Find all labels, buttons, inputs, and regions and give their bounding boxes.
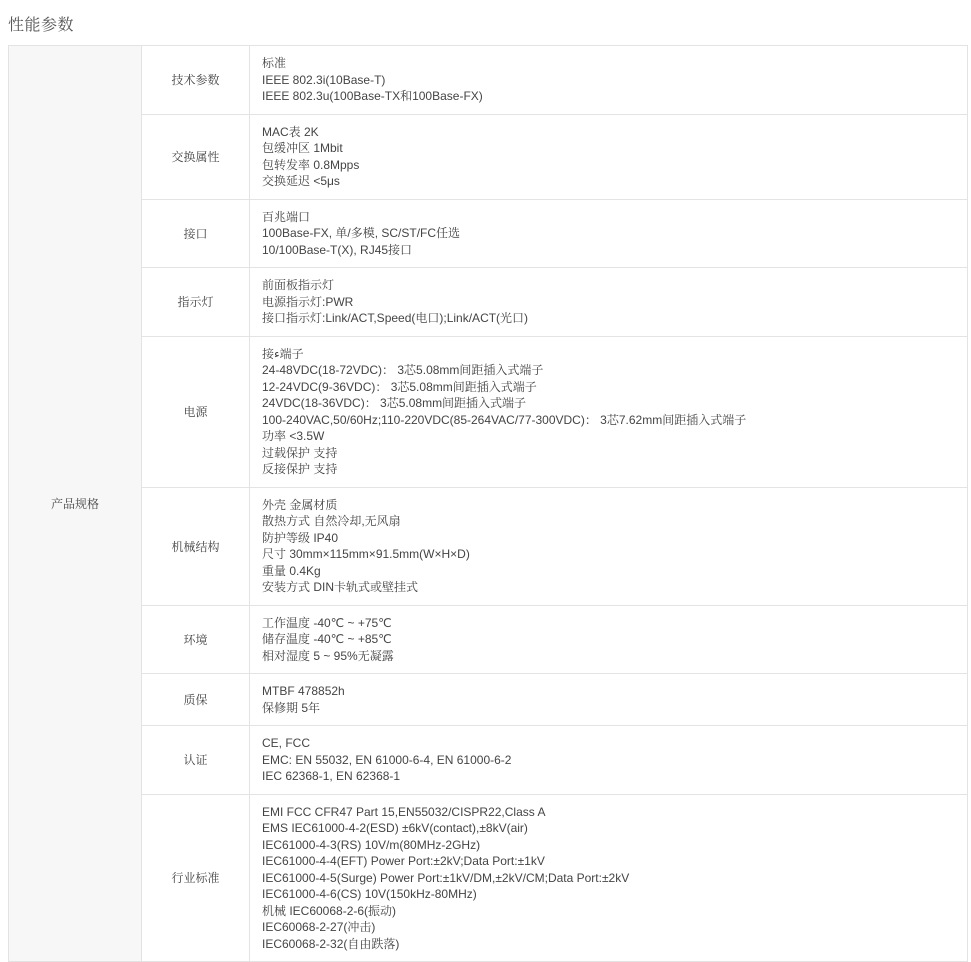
value-line: 接口指示灯:Link/ACT,Speed(电口);Link/ACT(光口) <box>262 311 529 325</box>
value-line: 12-24VDC(9-36VDC)： 3芯5.08mm间距插入式端子 <box>262 379 537 394</box>
subcategory-cell: 认证 <box>142 726 250 795</box>
value-line: 外壳 金属材质 <box>262 497 338 512</box>
value-cell <box>250 674 968 726</box>
table-row <box>9 199 968 268</box>
value-line: 储存温度 -40℃ ~ +85℃ <box>262 632 392 646</box>
table-row <box>9 268 968 337</box>
value-line: 反接保护 支持 <box>262 462 338 476</box>
value-cell <box>250 487 968 605</box>
value-line: MTBF 478852h <box>262 684 345 698</box>
value-line: 100Base-FX, 单/多模, SC/ST/FC任选 <box>262 226 461 240</box>
value-cell <box>250 268 968 337</box>
value-line: 工作温度 -40℃ ~ +75℃ <box>262 615 392 630</box>
subcategory-cell: 环境 <box>142 605 250 674</box>
table-row <box>9 46 968 115</box>
value-line: 过载保护 支持 <box>262 445 338 460</box>
page-title: 性能参数 <box>8 17 75 34</box>
value-cell <box>250 114 968 199</box>
value-line: 功率 <3.5W <box>262 429 325 443</box>
table-row <box>9 605 968 674</box>
value-line: 24VDC(18-36VDC)： 3芯5.08mm间距插入式端子 <box>262 396 527 410</box>
value-line: IEEE 802.3u(100Base-TX和100Base-FX) <box>262 89 483 103</box>
value-line: 电源指示灯:PWR <box>262 294 354 309</box>
specification-table <box>8 45 968 962</box>
value-line: IEEE 802.3i(10Base-T) <box>262 72 386 87</box>
subcategory-cell: 交换属性 <box>142 114 250 199</box>
value-line: EMI FCC CFR47 Part 15,EN55032/CISPR22,Class A <box>262 804 546 819</box>
value-line: 尺寸 30mm×115mm×91.5mm(W×H×D) <box>262 547 470 561</box>
table-row <box>9 726 968 795</box>
subcategory-cell: 技术参数 <box>142 46 250 115</box>
table-row <box>9 114 968 199</box>
value-cell <box>250 336 968 487</box>
value-line: 安装方式 DIN卡轨式或壁挂式 <box>262 580 419 594</box>
table-row <box>9 336 968 487</box>
value-cell <box>250 199 968 268</box>
value-cell <box>250 46 968 115</box>
value-line: CE, FCC <box>262 736 310 750</box>
value-cell <box>250 605 968 674</box>
table-row <box>9 794 968 962</box>
subcategory-cell: 质保 <box>142 674 250 726</box>
value-line: IEC61000-4-4(EFT) Power Port:±2kV;Data Port:±1kV <box>262 854 545 868</box>
value-line: 前面板指示灯 <box>262 278 335 292</box>
value-line: 百兆端口 <box>262 209 311 224</box>
table-body <box>9 46 968 962</box>
value-line: 散热方式 自然冷却,无风扇 <box>262 514 401 528</box>
subcategory-cell: 接口 <box>142 199 250 268</box>
value-line: 标准 <box>262 56 287 70</box>
value-line: EMC: EN 55032, EN 61000-6-4, EN 61000-6-2 <box>262 752 512 767</box>
value-cell <box>250 794 968 962</box>
value-line: EMS IEC61000-4-2(ESD) ±6kV(contact),±8kV(air) <box>262 821 528 835</box>
value-line: 10/100Base-T(X), RJ45接口 <box>262 242 413 257</box>
value-line: 包缓冲区 1Mbit <box>262 141 343 155</box>
subcategory-cell: 指示灯 <box>142 268 250 337</box>
value-line: 保修期 5年 <box>262 700 321 715</box>
value-line: 交换延迟 <5μs <box>262 174 340 188</box>
value-line: 相对湿度 5 ~ 95%无凝露 <box>262 648 394 663</box>
value-line: 机械 IEC60068-2-6(振动) <box>262 903 397 918</box>
table-row <box>9 487 968 605</box>
value-line: 100-240VAC,50/60Hz;110-220VDC(85-264VAC/77-300VDC)： 3芯7.62mm间距插入式端子 <box>262 412 747 427</box>
value-line: 包转发率 0.8Mpps <box>262 157 360 172</box>
subcategory-cell: 机械结构 <box>142 487 250 605</box>
value-line: 重量 0.4Kg <box>262 563 321 578</box>
value-line: IEC61000-4-3(RS) 10V/m(80MHz-2GHz) <box>262 837 481 852</box>
value-line: 24-48VDC(18-72VDC)： 3芯5.08mm间距插入式端子 <box>262 363 544 377</box>
subcategory-cell: 电源 <box>142 336 250 487</box>
value-line: IEC61000-4-5(Surge) Power Port:±1kV/DM,±2kV/CM;Data Port:±2kV <box>262 870 630 885</box>
value-line: IEC60068-2-32(自由跌落) <box>262 936 400 951</box>
value-cell <box>250 726 968 795</box>
table-row <box>9 674 968 726</box>
value-line: IEC 62368-1, EN 62368-1 <box>262 769 401 783</box>
subcategory-cell: 行业标准 <box>142 794 250 962</box>
value-line: 接ء端子 <box>262 346 304 361</box>
category-cell: 产品规格 <box>9 46 142 962</box>
value-line: IEC60068-2-27(冲击) <box>262 920 376 934</box>
value-line: 防护等级 IP40 <box>262 530 339 545</box>
value-line: IEC61000-4-6(CS) 10V(150kHz-80MHz) <box>262 887 477 901</box>
value-line: MAC表 2K <box>262 124 319 139</box>
